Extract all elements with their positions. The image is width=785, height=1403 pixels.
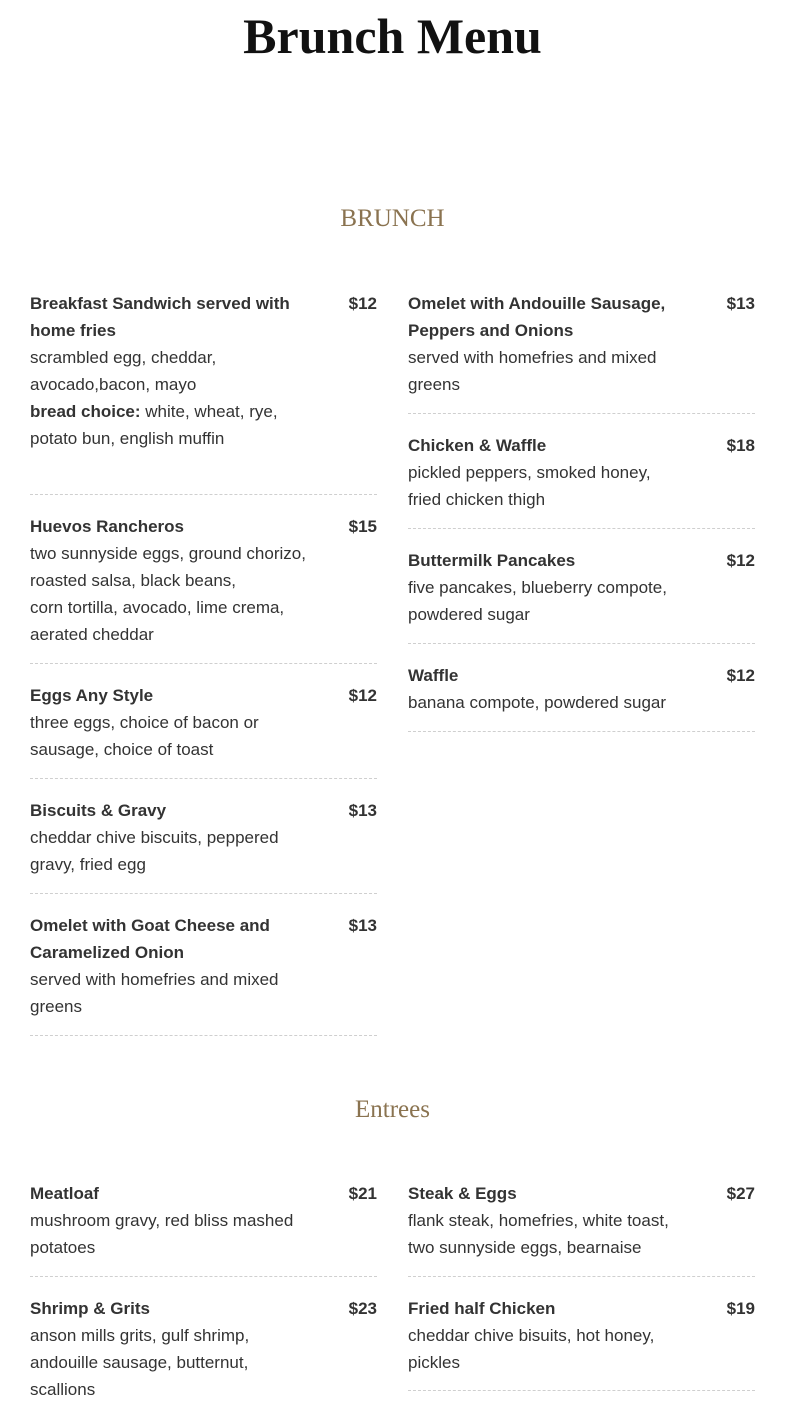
menu-item <box>30 288 377 495</box>
menu-item <box>30 795 377 894</box>
item-description: served with homefries and mixed greens <box>30 970 279 1016</box>
item-price: $12 <box>348 686 377 705</box>
item-price: $19 <box>726 1299 755 1318</box>
item-name: Fried half Chicken <box>408 1299 556 1318</box>
menu-item <box>408 660 755 732</box>
item-description: banana compote, powdered sugar <box>408 693 667 712</box>
item-description: pickled peppers, smoked honey, fried chicken thigh <box>408 463 651 509</box>
entrees-right-column <box>408 1178 755 1391</box>
section-title-brunch: BRUNCH <box>340 205 445 232</box>
item-description: three eggs, choice of bacon or sausage, choice of toast <box>30 713 259 759</box>
item-name: Chicken & Waffle <box>408 436 547 455</box>
item-price: $12 <box>726 666 755 685</box>
brunch-left-column <box>30 288 377 1052</box>
item-price: $13 <box>726 294 755 313</box>
page-title: Brunch Menu <box>243 8 542 64</box>
item-price: $21 <box>348 1184 377 1203</box>
entrees-left-column <box>30 1178 377 1403</box>
menu-item <box>408 288 755 414</box>
item-price: $13 <box>348 801 377 820</box>
menu-item <box>30 1293 377 1403</box>
item-description-line: two sunnyside eggs, ground chorizo, roasted salsa, black beans, <box>30 544 306 590</box>
item-description: served with homefries and mixed greens <box>408 348 657 394</box>
item-description: mushroom gravy, red bliss mashed potatoes <box>30 1211 294 1257</box>
item-description: flank steak, homefries, white toast, two sunnyside eggs, bearnaise <box>408 1211 669 1257</box>
item-price: $13 <box>348 916 377 935</box>
item-name: Omelet with Goat Cheese and Caramelized Onion <box>30 916 270 962</box>
item-name: Breakfast Sandwich served with home fries <box>30 294 290 340</box>
bread-choice-label: bread choice: <box>30 402 141 421</box>
menu-item <box>408 545 755 644</box>
bread-choice <box>30 398 310 452</box>
item-name: Eggs Any Style <box>30 686 154 705</box>
item-price: $15 <box>348 517 377 536</box>
item-price: $12 <box>726 551 755 570</box>
item-description: five pancakes, blueberry compote, powdered sugar <box>408 578 667 624</box>
menu-item <box>30 1178 377 1277</box>
item-description-line: corn tortilla, avocado, lime crema, aerated cheddar <box>30 598 285 644</box>
item-name: Shrimp & Grits <box>30 1299 150 1318</box>
item-description: scrambled egg, cheddar, avocado,bacon, mayo <box>30 348 217 394</box>
item-price: $27 <box>726 1184 755 1203</box>
menu-item <box>408 430 755 529</box>
item-name: Steak & Eggs <box>408 1184 517 1203</box>
section-title-entrees: Entrees <box>355 1096 430 1123</box>
item-name: Waffle <box>408 666 459 685</box>
item-price: $12 <box>348 294 377 313</box>
item-name: Omelet with Andouille Sausage, Peppers and Onions <box>408 294 666 340</box>
item-price: $18 <box>726 436 755 455</box>
item-name: Biscuits & Gravy <box>30 801 167 820</box>
item-description: cheddar chive biscuits, peppered gravy, fried egg <box>30 828 279 874</box>
item-name: Buttermilk Pancakes <box>408 551 576 570</box>
menu-item <box>408 1293 755 1391</box>
menu-item <box>30 511 377 664</box>
item-name: Meatloaf <box>30 1184 99 1203</box>
item-description: cheddar chive bisuits, hot honey, pickles <box>408 1326 655 1372</box>
item-description: anson mills grits, gulf shrimp, andouille sausage, butternut, scallions <box>30 1326 250 1399</box>
brunch-right-column <box>408 288 755 748</box>
item-name: Huevos Rancheros <box>30 517 184 536</box>
bread-choice-options: white, wheat, rye, potato bun, english muffin <box>30 402 278 448</box>
menu-item <box>408 1178 755 1277</box>
item-price: $23 <box>348 1299 377 1318</box>
menu-item <box>30 680 377 779</box>
item-description <box>30 540 310 648</box>
menu-item <box>30 910 377 1036</box>
